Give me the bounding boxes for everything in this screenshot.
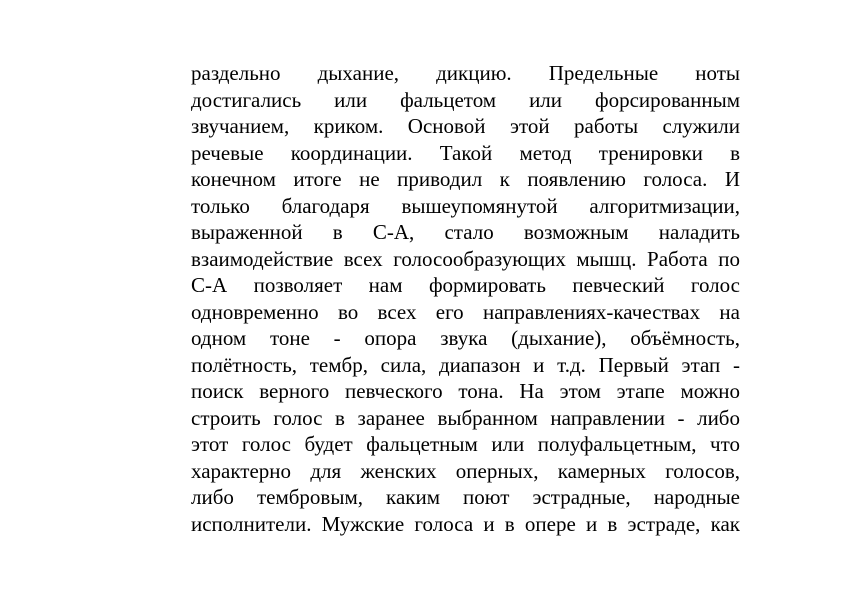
text-line-14: строить голос в заранее выбранном направлении - либо bbox=[191, 405, 740, 430]
text-line-17: либо тембровым, каким поют эстрадные, народные bbox=[191, 485, 740, 509]
text-line-1: раздельно дыхание, дикцию. Предельные ноты bbox=[191, 61, 740, 85]
text-line-8: взаимодействие всех голосообразующих мышц. Работа по bbox=[191, 246, 740, 271]
text-line-3: звучанием, криком. Основой этой работы служили bbox=[191, 114, 740, 138]
text-line-16: характерно для женских оперных, камерных голосов, bbox=[191, 458, 740, 483]
text-line-6: только благодаря вышеупомянутой алгоритмизации, bbox=[191, 193, 740, 218]
text-line-2: достигались или фальцетом или форсированным bbox=[191, 87, 740, 112]
body-text bbox=[191, 60, 740, 537]
text-line-5: конечном итоге не приводил к появлению голоса. И bbox=[191, 167, 740, 191]
text-line-9: С-А позволяет нам формировать певческий голос bbox=[191, 273, 740, 297]
text-line-11: одном тоне - опора звука (дыхание), объёмность, bbox=[191, 326, 740, 350]
text-line-7: выраженной в С-А, стало возможным наладить bbox=[191, 220, 740, 244]
text-line-13: поиск верного певческого тона. На этом этапе можно bbox=[191, 379, 740, 403]
text-line-18: исполнители. Мужские голоса и в опере и в эстраде, как bbox=[191, 511, 740, 536]
text-line-10: одновременно во всех его направлениях-качествах на bbox=[191, 299, 740, 324]
text-line-12: полётность, тембр, сила, диапазон и т.д. Первый этап - bbox=[191, 352, 740, 377]
text-line-4: речевые координации. Такой метод тренировки в bbox=[191, 140, 740, 165]
text-line-15: этот голос будет фальцетным или полуфальцетным, что bbox=[191, 432, 740, 456]
